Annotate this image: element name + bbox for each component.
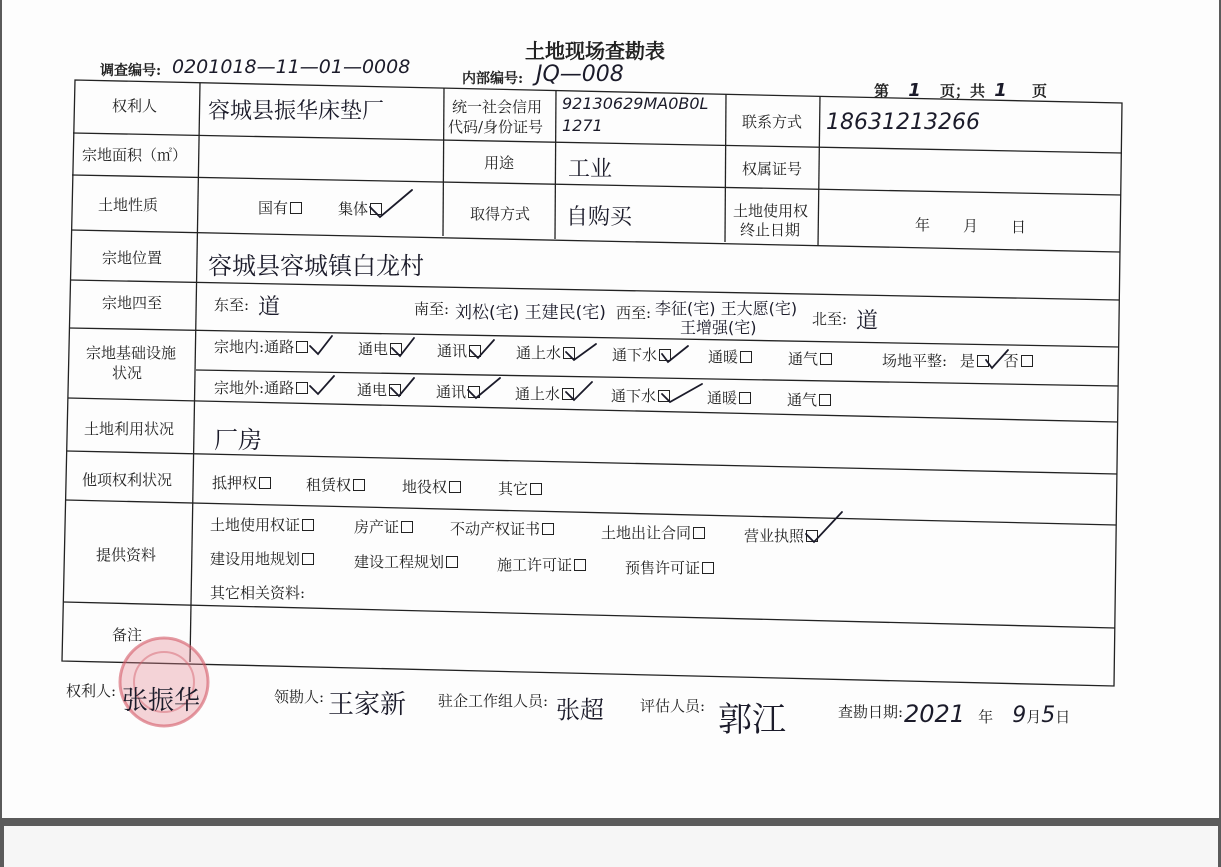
check-outside-drainage — [662, 384, 702, 402]
end-date-day: 日 — [1011, 218, 1027, 236]
check-inside-power — [392, 338, 414, 356]
remarks-label: 备注 — [112, 626, 143, 644]
date-year: 2021 — [904, 700, 966, 728]
owner-label: 权利人 — [112, 97, 158, 115]
infrastructure-label-2: 状况 — [112, 364, 143, 382]
contact-label: 联系方式 — [742, 113, 803, 131]
acquire-method-value: 自购买 — [566, 205, 633, 230]
team-label: 驻企工作组人员: — [438, 692, 549, 710]
outside-drainage-text: 通下水 — [611, 387, 657, 405]
leveling-no: 否 — [1003, 352, 1019, 370]
end-date-label-1: 土地使用权 — [733, 202, 809, 220]
mortgage-text: 抵押权 — [212, 474, 258, 492]
leveling-label: 场地平整: — [882, 352, 948, 370]
check-collective — [370, 190, 412, 217]
date-day-unit: 日 — [1055, 708, 1071, 726]
lease-text: 租赁权 — [306, 476, 352, 494]
date-month-unit: 月 — [1026, 708, 1042, 726]
assessor-signature: 郭江 — [718, 700, 786, 740]
check-inside-water — [566, 344, 596, 360]
survey-date — [904, 700, 1070, 728]
check-inside-telecom — [470, 340, 494, 358]
leveling-yes: 是 — [959, 352, 975, 370]
guide-label: 领勘人: — [274, 688, 325, 706]
outside-telecom-text: 通讯 — [436, 383, 467, 401]
west-value-2: 王增强(宅) — [680, 318, 757, 337]
outside-label: 宗地外: — [214, 379, 265, 397]
internal-number-label: 内部编号: — [462, 71, 524, 87]
inside-telecom-text: 通讯 — [437, 342, 468, 360]
estate-cert-text: 不动产权证书 — [450, 520, 541, 538]
owner-signature: 张振华 — [122, 686, 201, 716]
end-date-month: 月 — [963, 217, 979, 235]
provided-docs-label: 提供资料 — [96, 546, 157, 564]
outside-water-text: 通上水 — [515, 385, 561, 403]
east-label: 东至: — [214, 296, 250, 314]
nature-collective-text: 集体 — [338, 200, 369, 218]
other-rights-text: 其它 — [498, 480, 529, 498]
end-date-label-2: 终止日期 — [740, 221, 801, 239]
location-label: 宗地位置 — [102, 249, 163, 267]
area-label: 宗地面积（㎡） — [82, 146, 188, 164]
survey-number-label: 调查编号: — [100, 63, 162, 79]
credit-code-value-1: 92130629MA0B0L — [562, 94, 709, 113]
credit-code-label-2: 代码/身份证号 — [448, 118, 544, 136]
guide-signature: 王家新 — [328, 690, 407, 720]
date-year-unit: 年 — [978, 708, 994, 726]
easement-text: 地役权 — [402, 478, 448, 496]
presale-permit-text: 预售许可证 — [625, 559, 701, 577]
check-business-license — [806, 512, 842, 542]
inside-drainage-text: 通下水 — [612, 346, 658, 364]
check-outside-road — [310, 376, 334, 394]
land-cert-text: 土地使用权证 — [210, 516, 301, 534]
outside-gas-text: 通气 — [787, 391, 818, 409]
outside-power-text: 通电 — [357, 381, 388, 399]
land-planning-text: 建设用地规划 — [210, 550, 301, 568]
inside-label: 宗地内: — [214, 338, 265, 356]
check-outside-power — [391, 378, 414, 396]
date-day: 5 — [1041, 703, 1056, 728]
west-label: 西至: — [616, 304, 652, 322]
use-label: 用途 — [484, 154, 515, 172]
land-usage-label: 土地利用状况 — [84, 420, 175, 438]
infrastructure-label-1: 宗地基础设施 — [86, 344, 177, 362]
other-rights-label: 他项权利状况 — [82, 471, 173, 489]
transfer-contract-text: 土地出让合同 — [601, 524, 692, 542]
cert-number-label: 权属证号 — [742, 160, 803, 178]
contact-value: 18631213266 — [826, 110, 980, 135]
check-leveling-yes — [986, 350, 1008, 368]
land-nature-label: 土地性质 — [98, 196, 159, 214]
page-mid: 页；共 — [940, 82, 986, 100]
credit-code-value-2: 1271 — [562, 116, 603, 135]
outside-road: 通路 — [264, 379, 295, 397]
form-title: 土地现场查勘表 — [525, 39, 665, 63]
north-value: 道 — [856, 309, 879, 334]
inside-gas-text: 通气 — [788, 350, 819, 368]
inside-power-text: 通电 — [358, 340, 389, 358]
team-signature: 张超 — [556, 696, 604, 724]
land-usage-value: 厂房 — [214, 426, 262, 454]
credit-code-label-1: 统一社会信用 — [452, 98, 543, 116]
inside-heating-text: 通暖 — [708, 348, 739, 366]
acquire-method-label: 取得方式 — [470, 205, 531, 223]
check-outside-telecom — [468, 378, 500, 398]
outside-heating-text: 通暖 — [707, 389, 738, 407]
house-cert-text: 房产证 — [354, 518, 400, 536]
date-month: 9 — [1012, 703, 1027, 728]
check-inside-road — [310, 336, 332, 354]
inside-road: 通路 — [264, 338, 295, 356]
east-value: 道 — [258, 295, 281, 320]
check-outside-water — [566, 382, 592, 400]
check-inside-drainage — [662, 346, 688, 362]
assessor-label: 评估人员: — [640, 697, 706, 715]
nature-state-text: 国有 — [258, 199, 289, 217]
page-suffix: 页 — [1032, 82, 1048, 100]
construction-permit-text: 施工许可证 — [497, 556, 573, 574]
north-label: 北至: — [812, 310, 848, 328]
south-value: 刘松(宅) 王建民(宅) — [455, 303, 606, 323]
location-value: 容城县容城镇白龙村 — [208, 252, 424, 280]
footer-owner-label: 权利人: — [66, 682, 117, 700]
end-date-year: 年 — [915, 216, 931, 234]
survey-number-value: 0201018—11—01—0008 — [172, 56, 411, 78]
boundaries-label: 宗地四至 — [102, 294, 163, 312]
owner-value: 容城县振华床垫厂 — [208, 99, 385, 124]
page-current: 1 — [908, 80, 921, 101]
business-license-text: 营业执照 — [744, 527, 805, 545]
south-label: 南至: — [414, 300, 450, 318]
west-value-1: 李征(宅) 王大愿(宅) — [655, 299, 798, 318]
page-prefix: 第 — [874, 82, 890, 100]
page-total: 1 — [994, 80, 1007, 101]
internal-number-value: JQ—008 — [536, 62, 624, 87]
other-docs-label: 其它相关资料: — [210, 584, 306, 602]
inside-water-text: 通上水 — [516, 344, 562, 362]
engineering-planning-text: 建设工程规划 — [354, 553, 445, 571]
survey-date-label: 查勘日期: — [838, 703, 904, 721]
use-value: 工业 — [568, 157, 613, 182]
